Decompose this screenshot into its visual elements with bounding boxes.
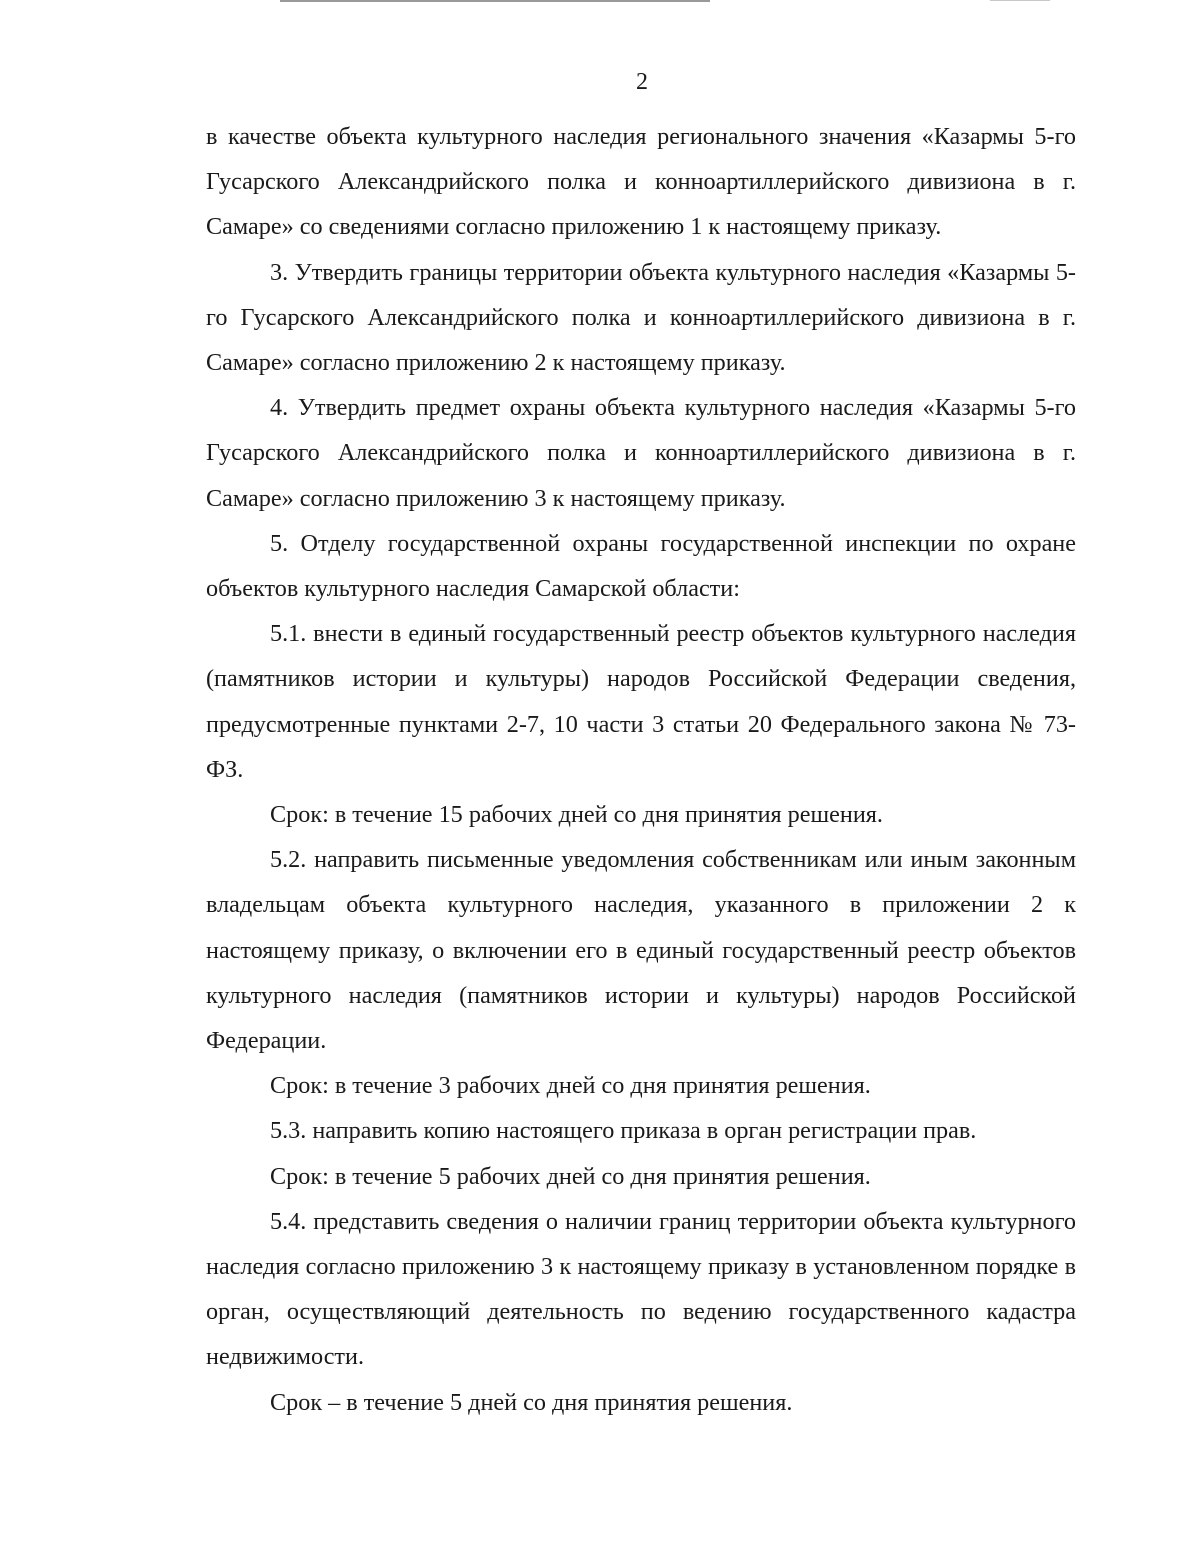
paragraph-item-5-1: 5.1. внести в единый государственный реестр объектов культурного наследия (памятников истории и культуры) народов Российской Федерации сведения, предусмотренные пунктами 2-7, 10 части 3 статьи 20 Федерального закона № 73-ФЗ. [206,620,1076,783]
paragraph-item-5: 5. Отделу государственной охраны государственной инспекции по охране объектов культурного наследия Самарской области: [206,529,1076,603]
deadline-5-4: Срок – в течение 5 дней со дня принятия решения. [270,1388,793,1416]
paragraph-item-5-3: 5.3. направить копию настоящего приказа в орган регистрации прав. [270,1117,977,1145]
deadline-5-3: Срок: в течение 5 рабочих дней со дня принятия решения. [270,1162,871,1190]
paragraph-continuation: в качестве объекта культурного наследия регионального значения «Казармы 5-го Гусарского Александрийского полка и конноартиллерийского дивизиона в г. Самаре» со сведениями согласно приложению 1 к настоящему приказу. [206,123,1076,241]
deadline-5-2: Срок: в течение 3 рабочих дней со дня принятия решения. [270,1072,871,1100]
scan-edge-mark [990,0,1050,1]
paragraph-item-5-4: 5.4. представить сведения о наличии границ территории объекта культурного наследия согласно приложению 3 к настоящему приказу в установленном порядке в орган, осуществляющий деятельность по ведению государственного кадастра недвижимости. [206,1207,1076,1371]
paragraph-item-5-2: 5.2. направить письменные уведомления собственникам или иным законным владельцам объекта культурного наследия, указанного в приложении 2 к настоящему приказу, о включении его в единый государственный реестр объектов культурного наследия (памятников истории и культуры) народов Российской Федерации. [206,846,1076,1055]
paragraph-item-4: 4. Утвердить предмет охраны объекта культурного наследия «Казармы 5-го Гусарского Александрийского полка и конноартиллерийского дивизиона в г. Самаре» согласно приложению 3 к настоящему приказу. [206,394,1076,512]
deadline-5-1: Срок: в течение 15 рабочих дней со дня принятия решения. [270,801,883,829]
scan-edge-line [280,0,710,2]
paragraph-item-3: 3. Утвердить границы территории объекта культурного наследия «Казармы 5-го Гусарского Александрийского полка и конноартиллерийского дивизиона в г. Самаре» согласно приложению 2 к настоящему приказу. [206,258,1076,377]
document-body [206,114,1076,1425]
page-number: 2 [636,69,648,95]
